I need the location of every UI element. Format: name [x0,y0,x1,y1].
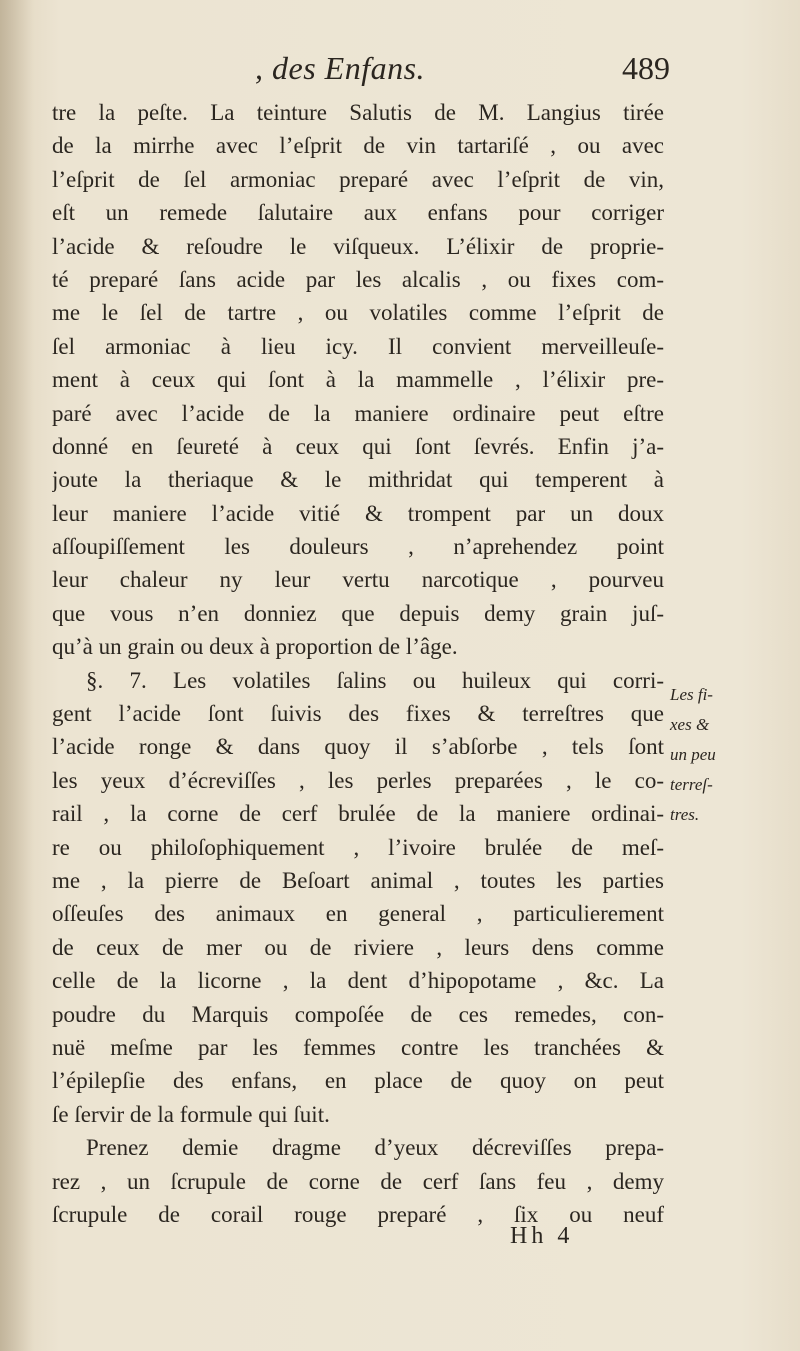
section-start-line: §. 7. Les volatiles ſalins ou huileux qui corri- [86,667,664,693]
text-line: oſſeuſes des animaux en general , particulierement [52,901,664,927]
text-line: l’acide ronge & dans quoy il s’abſorbe , tels ſont [52,734,664,760]
text-line: leur maniere l’acide vitié & trompent par un doux [52,500,664,526]
text-line: ſel armoniac à lieu icy. Il convient merveilleuſe- [52,333,664,359]
text-line: eſt un remede ſalutaire aux enfans pour corriger [52,200,664,226]
text-line: que vous n’en donniez que depuis demy grain juſ- [52,600,664,626]
text-line: qu’à un grain ou deux à proportion de l’âge. [52,634,458,660]
text-line: re ou philoſophiquement , l’ivoire brulée de meſ- [52,834,664,860]
text-line: ſcrupule de corail rouge preparé , ſix ou neuf [52,1201,664,1227]
text-line: té preparé ſans acide par les alcalis , ou fixes com- [52,266,664,292]
page-number: 489 [622,50,670,86]
running-head: , des Enfans. [255,50,426,86]
text-line: aſſoupiſſement les douleurs , n’aprehendez point [52,534,664,560]
text-line: tre la peſte. La teinture Salutis de M. Langius tirée [52,100,664,125]
margin-note-line: Les fi- [670,685,713,704]
text-line: me le ſel de tartre , ou volatiles comme l’eſprit de [52,300,664,326]
text-line: l’acide & reſoudre le viſqueux. L’élixir de proprie- [52,233,664,259]
spine-shadow [0,0,34,1351]
text-line: de la mirrhe avec l’eſprit de vin tartariſé , ou avec [52,133,664,159]
page-header [60,50,670,94]
text-line: rez , un ſcrupule de corne de cerf ſans feu , demy [52,1168,664,1194]
text-line: leur chaleur ny leur vertu narcotique , pourveu [52,567,664,593]
margin-note-line: un peu [670,745,716,764]
margin-note-line: terreſ- [670,775,713,794]
text-line: ment à ceux qui ſont à la mammelle , l’élixir pre- [52,367,664,393]
signature-mark: Hh 4 [510,1223,574,1249]
text-line: celle de la licorne , la dent d’hipopotame , &c. La [52,968,664,994]
text-line: poudre du Marquis compoſée de ces remedes, con- [52,1001,664,1027]
text-line: nuë meſme par les femmes contre les tranchées & [52,1034,664,1060]
recipe-start-line: Prenez demie dragme d’yeux décreviſſes prepa- [86,1135,664,1161]
text-line: l’épilepſie des enfans, en place de quoy on peut [52,1068,664,1094]
text-line: ſe ſervir de la formule qui ſuit. [52,1101,330,1127]
body-text [52,96,664,1231]
text-line: de ceux de mer ou de riviere , leurs dens comme [52,934,664,960]
margin-note [670,680,780,830]
text-line: me , la pierre de Beſoart animal , toutes les parties [52,867,664,893]
margin-note-line: tres. [670,805,700,824]
text-line: gent l’acide ſont ſuivis des fixes & terreſtres que [52,701,664,727]
margin-note-line: xes & [670,715,710,734]
text-line: les yeux d’écreviſſes , les perles preparées , le co- [52,767,664,793]
text-line: l’eſprit de ſel armoniac preparé avec l’eſprit de vin, [52,166,664,192]
text-line: rail , la corne de cerf brulée de la maniere ordinai- [52,801,664,827]
text-line: donné en ſeureté à ceux qui ſont ſevrés. Enfin j’a- [52,433,664,459]
text-line: paré avec l’acide de la maniere ordinaire peut eſtre [52,400,664,426]
text-line: joute la theriaque & le mithridat qui temperent à [52,467,664,493]
